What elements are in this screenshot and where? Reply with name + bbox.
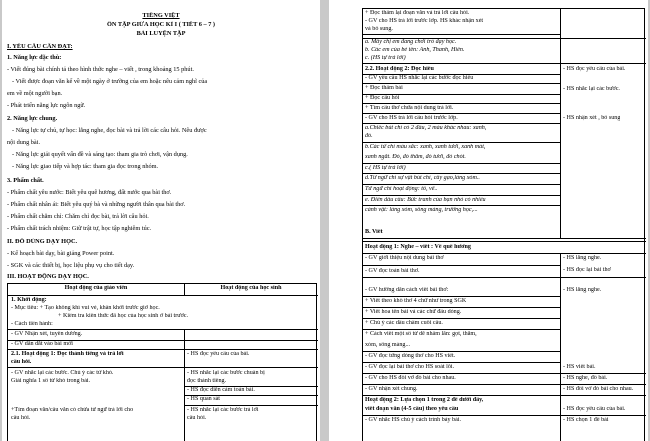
table-cell: - HS đọc yêu cầu của bài. xyxy=(187,351,250,357)
text-line: - Phẩm chất yêu nước: Biết yêu quê hương, đất nước qua bài thơ. xyxy=(7,189,172,196)
table-cell: - GV dẫn dắt vào bài mới xyxy=(11,341,74,347)
table-cell: và bổ sung. xyxy=(365,26,393,32)
table-cell: - HS lắng nghe. xyxy=(563,255,602,261)
table-cell: - GV nhắc lại các bước. Chú ý các từ khó. xyxy=(11,370,114,376)
table-cell: a. Mây chị em đang chơi trò đạy học. xyxy=(365,39,457,45)
text-line: - Năng lực giải quyết vấn đề và sáng tạo: tham gia trò chơi, vận dụng. xyxy=(12,151,188,158)
table-cell: câu hỏi. xyxy=(11,415,31,421)
table-cell: + Đọc thầm bài xyxy=(365,85,403,91)
text-line: - Năng lực giao tiếp và hợp tác: tham gia đọc trong nhóm. xyxy=(12,163,159,170)
table-cell: +Tìm đoạn văn/câu văn có chứa từ ngữ trả lời cho xyxy=(11,407,134,413)
table-cell: - GV đọc từng dòng thơ cho HS viết. xyxy=(365,353,456,359)
table-cell: d.Từ ngữ chỉ sự vật bút chì, cây gạo,làng xóm.. xyxy=(365,175,480,181)
text-line: - Phẩm chất trách nhiệm: Giữ trật tự, học tập nghiêm túc. xyxy=(7,225,152,232)
table-cell: viết đoạn văn (4-5 câu) theo yêu cầu xyxy=(365,406,459,412)
table-cell: - HS đọc diễn cảm toàn bài. xyxy=(187,387,255,393)
table-cell: - HS nhắc lại các bước trả lời xyxy=(187,407,259,413)
section-heading: I. YÊU CẦU CẦN ĐẠT: xyxy=(7,43,73,50)
table-cell: - GV Nhận xét, tuyên dương. xyxy=(11,331,83,337)
table-cell: Hoạt động 2: Lựa chọn 1 trong 2 đề dưới đây, xyxy=(365,397,484,403)
table-cell: c. (HS tự trả lời) xyxy=(365,55,406,61)
table-cell: 2.1. Hoạt động 1: Đọc thành tiếng và trả lời xyxy=(11,351,124,357)
table-cell: - HS lắng nghe. xyxy=(563,287,602,293)
text-line: - Viết đúng bài chính tả theo hình thức nghe – viết , trong khoảng 15 phút. xyxy=(7,66,194,73)
table-cell: 2.2. Hoạt động 2: Đọc hiểu xyxy=(365,66,434,72)
table-cell: đọc thành tiếng. xyxy=(187,378,227,384)
table-cell: - HS nghe, đổ bài. xyxy=(563,375,608,381)
table-cell: câu hỏi. xyxy=(11,359,32,365)
text-line: - Năng lực tự chủ, tự học: lắng nghe, đọc bài và trả lời các câu hỏi. Nêu được xyxy=(12,127,207,134)
table-cell: + Cách viết một số từ dễ nhầm lẫn: gọt, thắm, xyxy=(365,331,477,337)
text-line: - Viết được đoạn văn kể về một ngày ở trường của em hoặc nêu cảm nghĩ của xyxy=(12,78,208,85)
table-cell: + Kiểm tra kiến thức đã học của học sinh ở bài trước. xyxy=(58,313,189,319)
table-cell: - GV đọc toàn bài thơ. xyxy=(365,268,420,274)
table-cell: xóm, sông máng... xyxy=(365,342,411,348)
table-cell: - HS quan sát xyxy=(187,396,221,402)
table-cell: - HS đọc lại bài thơ xyxy=(563,267,611,273)
table-cell: - HS nhắc lại các bước chuẩn bị xyxy=(187,370,265,376)
table-cell: + Viết theo khổ thơ 4 chữ như trong SGK xyxy=(365,298,467,304)
subsection-heading: 3. Phẩm chất. xyxy=(7,177,44,184)
table-cell: - HS đọc yêu cầu của bài. xyxy=(563,66,626,72)
table-cell: Giải nghĩa 1 số từ khó trong bài. xyxy=(11,378,91,384)
table-cell: - HS nhận xét , bổ sung xyxy=(563,115,621,121)
document-page-left xyxy=(2,0,320,441)
table-cell: a.Chiếc bút chì có 2 đầu, 2 màu khác nhau: xanh, xyxy=(365,125,487,131)
table-cell: + Đọc thầm lại đoạn văn và trả lời câu hỏi. xyxy=(365,10,470,16)
table-cell: - GV nhắc HS chú ý cách trình bày bài. xyxy=(365,417,462,423)
table-cell: + Chú ý các dấu chấm cuối câu. xyxy=(365,320,443,326)
table-cell: e. Điền dấu câu: Bức tranh của bạn nhỏ có nhiều xyxy=(365,197,486,203)
text-line: - Phẩm chất nhân ái: Biết yêu quý bà và những người thân qua bài thơ. xyxy=(7,201,186,208)
table-cell: đỏ. xyxy=(365,133,373,139)
table-cell: - GV nhận xét chung. xyxy=(365,386,418,392)
table-header: Hoạt động của học sinh xyxy=(220,285,282,291)
table-cell: xanh ngắt. Đỏ, đỏ thắm, đỏ tươi, đỏ chót. xyxy=(365,154,466,160)
section-heading: III. HOẠT ĐỘNG DẠY HỌC. xyxy=(7,273,89,280)
table-cell: B. Viết xyxy=(365,229,383,235)
text-line: - Phát triển năng lực ngôn ngữ. xyxy=(7,102,86,109)
table-cell: Hoạt động 1: Nghe – viết : Về quê hương xyxy=(365,244,471,250)
table-cell: - GV cho HS đổi vở đó bài cho nhau. xyxy=(365,375,456,381)
table-cell: - HS nhắc lại các bước. xyxy=(563,86,620,92)
lesson-title: ÔN TẬP GIỮA HỌC KÌ I ( TIẾT 6 – 7 ) xyxy=(106,21,216,28)
lesson-subtitle: BÀI LUYỆN TẬP xyxy=(136,30,186,37)
section-heading: II. ĐỒ DÙNG DẠY HỌC. xyxy=(7,238,78,245)
table-cell: cảnh vật: làng xóm, sông máng, trường học,... xyxy=(365,207,478,213)
table-cell: - GV yêu cầu HS nhắc lại các bước đọc hiểu xyxy=(365,75,474,81)
subsection-heading: 2. Năng lực chung. xyxy=(7,115,58,122)
table-cell: - Cách tiến hành: xyxy=(11,321,53,327)
table-cell: b. Các em của bé tên: Anh, Thanh, Hiền. xyxy=(365,47,465,53)
subsection-heading: 1. Năng lực đặc thù: xyxy=(7,54,62,61)
document-page-right xyxy=(329,0,648,441)
table-cell: + Tìm câu thơ chứa nội dung trả lời. xyxy=(365,105,454,111)
table-cell: - GV giới thiệu nội dung bài thơ xyxy=(365,255,444,261)
table-cell: - HS chọn 1 đề bài xyxy=(563,417,609,423)
table-cell: + Viết hoa tên bài và các chữ đầu dòng. xyxy=(365,309,462,315)
table-cell: Từ ngữ chỉ hoạt động: tô, vẽ.. xyxy=(365,186,438,192)
table-cell: + Đọc câu hỏi xyxy=(365,95,400,101)
subject-heading: TIẾNG VIỆT xyxy=(142,12,180,19)
table-cell: - HS đọc yêu cầu của bài. xyxy=(563,406,626,412)
text-line: - Phẩm chất chăm chỉ: Chăm chỉ đọc bài, trả lời câu hỏi. xyxy=(7,213,149,220)
table-cell: c.( HS tự trả lời) xyxy=(365,165,406,171)
table-cell: - GV hướng dẫn cách viết bài thơ: xyxy=(365,287,449,293)
table-cell: câu hỏi. xyxy=(187,415,207,421)
table-cell: - HS viết bài. xyxy=(563,364,596,370)
activity-table-continued xyxy=(362,8,645,441)
table-cell: - GV đọc lại bài thơ cho HS soát lỗi. xyxy=(365,364,455,370)
text-line: em về một người bạn. xyxy=(7,90,63,97)
text-line: nội dung bài. xyxy=(7,139,41,146)
table-cell: - HS đổi vở đó bài cho nhau. xyxy=(563,386,634,392)
table-cell: - GV cho HS trả lời câu hỏi trước lớp. xyxy=(365,115,458,121)
table-cell: 1. Khởi động: xyxy=(11,297,47,303)
table-cell: - Mục tiêu: + Tạo không khí vui vẻ, khấn khởi trước giờ học. xyxy=(11,305,160,311)
table-cell: - GV cho HS trả lời trước lớp. HS khác nhận xét xyxy=(365,18,484,24)
table-header: Hoạt động của giáo viên xyxy=(64,285,128,291)
text-line: - SGK và các thiết bị, học liệu phụ vụ cho tiết dạy. xyxy=(7,262,135,269)
activity-table xyxy=(7,283,317,441)
table-cell: b.Các từ chỉ màu sắc: xanh, xanh tươi, xanh mát, xyxy=(365,144,486,150)
text-line: - Kế hoạch bài dạy, bài giảng Power point. xyxy=(7,250,115,257)
